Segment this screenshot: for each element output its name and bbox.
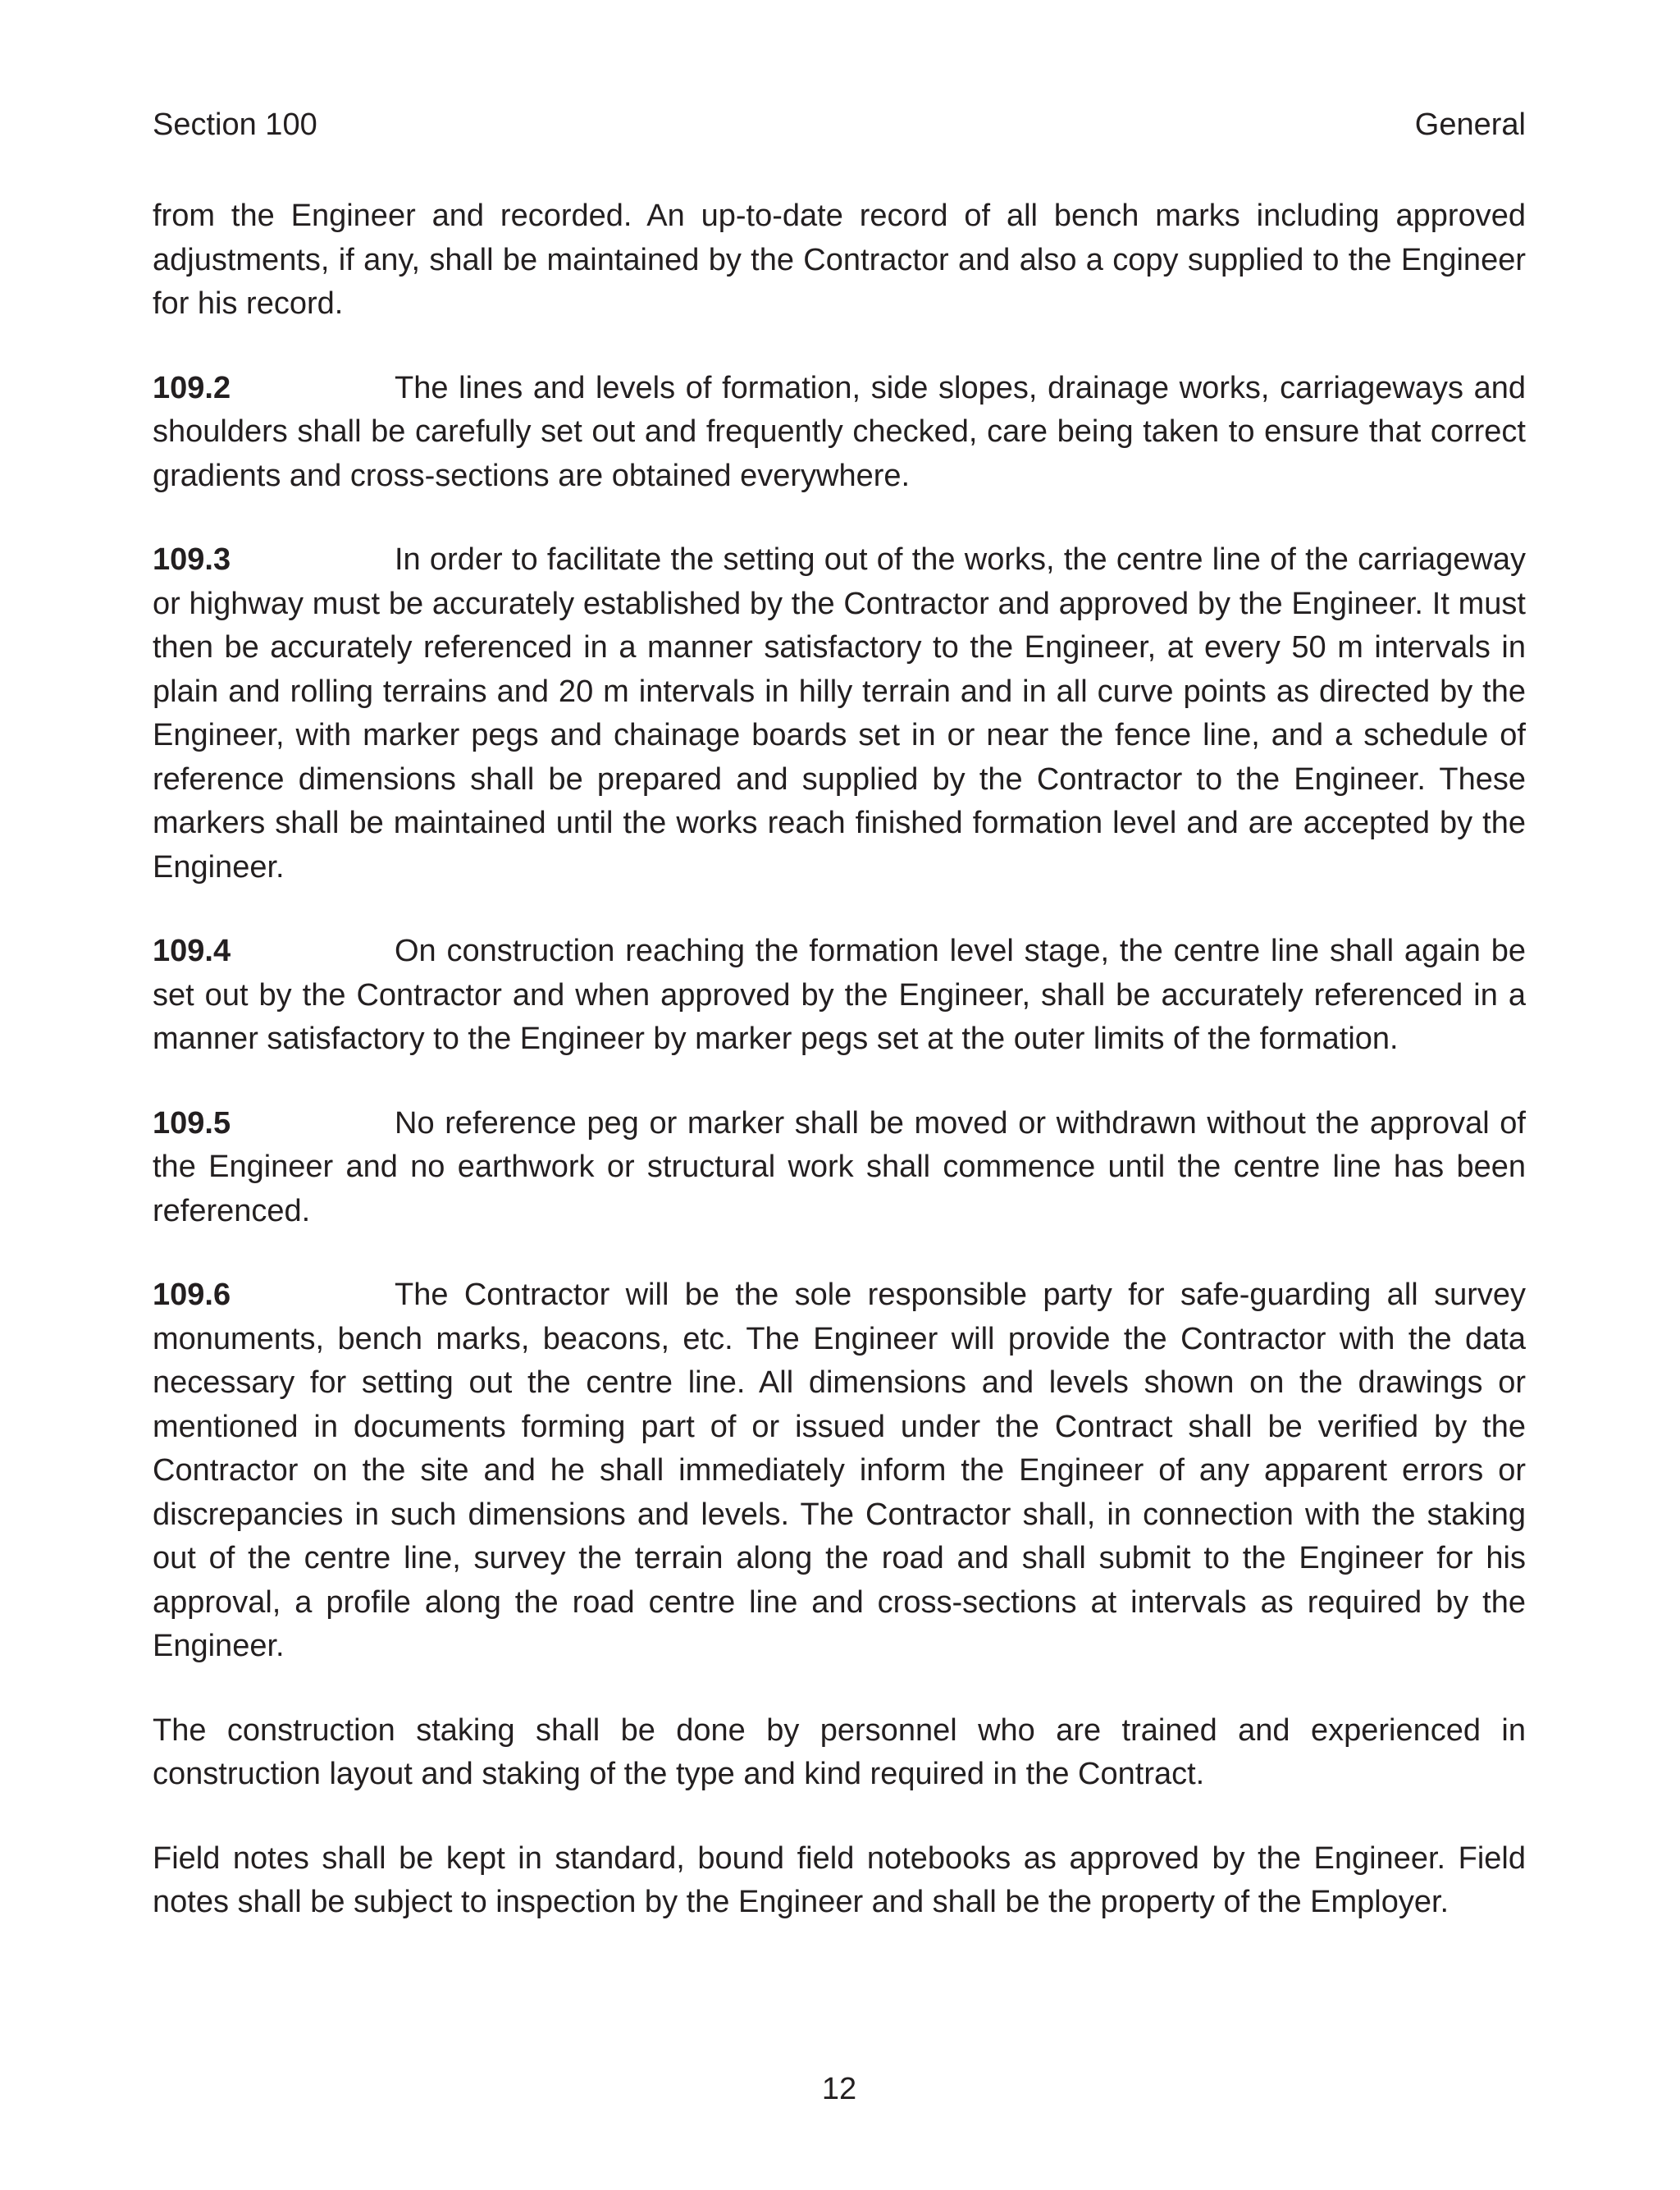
page-footer [153, 2068, 1526, 2110]
clause-109-4 [153, 930, 1526, 1062]
page-header [153, 103, 1526, 146]
clause-number: 109.6 [153, 1278, 231, 1312]
clause-109-5 [153, 1102, 1526, 1234]
paragraph [153, 1709, 1526, 1797]
paragraph-text: Field notes shall be kept in standard, bound field notebooks as approved by the Engineer. Field notes shall be subject to inspection by the Engineer and shall be the property of the Employer. [153, 1840, 1526, 1919]
clause-number: 109.5 [153, 1105, 231, 1141]
page-number: 12 [821, 2072, 857, 2106]
paragraph-text: from the Engineer and recorded. An up-to-date record of all bench marks including approved adjustments, if any, shall be maintained by the Contractor and also a copy supplied to the Engineer for his record. [153, 199, 1526, 321]
body-text [153, 194, 1526, 1965]
clause-number: 109.4 [153, 934, 231, 968]
clause-109-2 [153, 367, 1526, 499]
clause-number: 109.2 [153, 370, 231, 405]
clause-text: No reference peg or marker shall be moved or withdrawn without the approval of the Engineer and no earthwork or structural work shall commence until the centre line has been referenced. [153, 1105, 1526, 1228]
paragraph [153, 194, 1526, 327]
clause-number: 109.3 [153, 542, 231, 577]
paragraph-text: The construction staking shall be done by personnel who are trained and experienced in construction layout and staking of the type and kind required in the Contract. [153, 1712, 1526, 1791]
clause-109-3 [153, 538, 1526, 889]
paragraph [153, 1837, 1526, 1925]
clause-109-6 [153, 1273, 1526, 1669]
clause-text: The lines and levels of formation, side slopes, drainage works, carriageways and shoulders shall be carefully set out and frequently checked, care being taken to ensure that correct gradients and cross-sections are obtained everywhere. [153, 370, 1526, 493]
header-title: General [1414, 107, 1526, 142]
clause-text: The Contractor will be the sole responsible party for safe-guarding all survey monuments, bench marks, beacons, etc. The Engineer will provide the Contractor with the data necessary for setting out the centre line. All dimensions and levels shown on the drawings or mentioned in documents forming part of or issued under the Contract shall be verified by the Contractor on the site and he shall immediately inform the Engineer of any apparent errors or discrepancies in such dimensions and levels. The Contractor shall, in connection with the staking out of the centre line, survey the terrain along the road and shall submit to the Engineer for his approval, a profile along the road centre line and cross-sections at intervals as required by the Engineer. [153, 1278, 1526, 1663]
document-page [153, 0, 1526, 2190]
clause-text: On construction reaching the formation level stage, the centre line shall again be set out by the Contractor and when approved by the Engineer, shall be accurately referenced in a manner satisfactory to the Engineer by marker pegs set at the outer limits of the formation. [153, 934, 1526, 1056]
header-section: Section 100 [153, 107, 317, 142]
clause-text: In order to facilitate the setting out of the works, the centre line of the carriageway or highway must be accurately established by the Contractor and approved by the Engineer. It must then be accurately referenced in a manner satisfactory to the Engineer, at every 50 m intervals in plain and rolling terrains and 20 m intervals in hilly terrain and in all curve points as directed by the Engineer, with marker pegs and chainage boards set in or near the fence line, and a schedule of reference dimensions shall be prepared and supplied by the Contractor to the Engineer. These markers shall be maintained until the works reach finished formation level and are accepted by the Engineer. [153, 542, 1526, 885]
